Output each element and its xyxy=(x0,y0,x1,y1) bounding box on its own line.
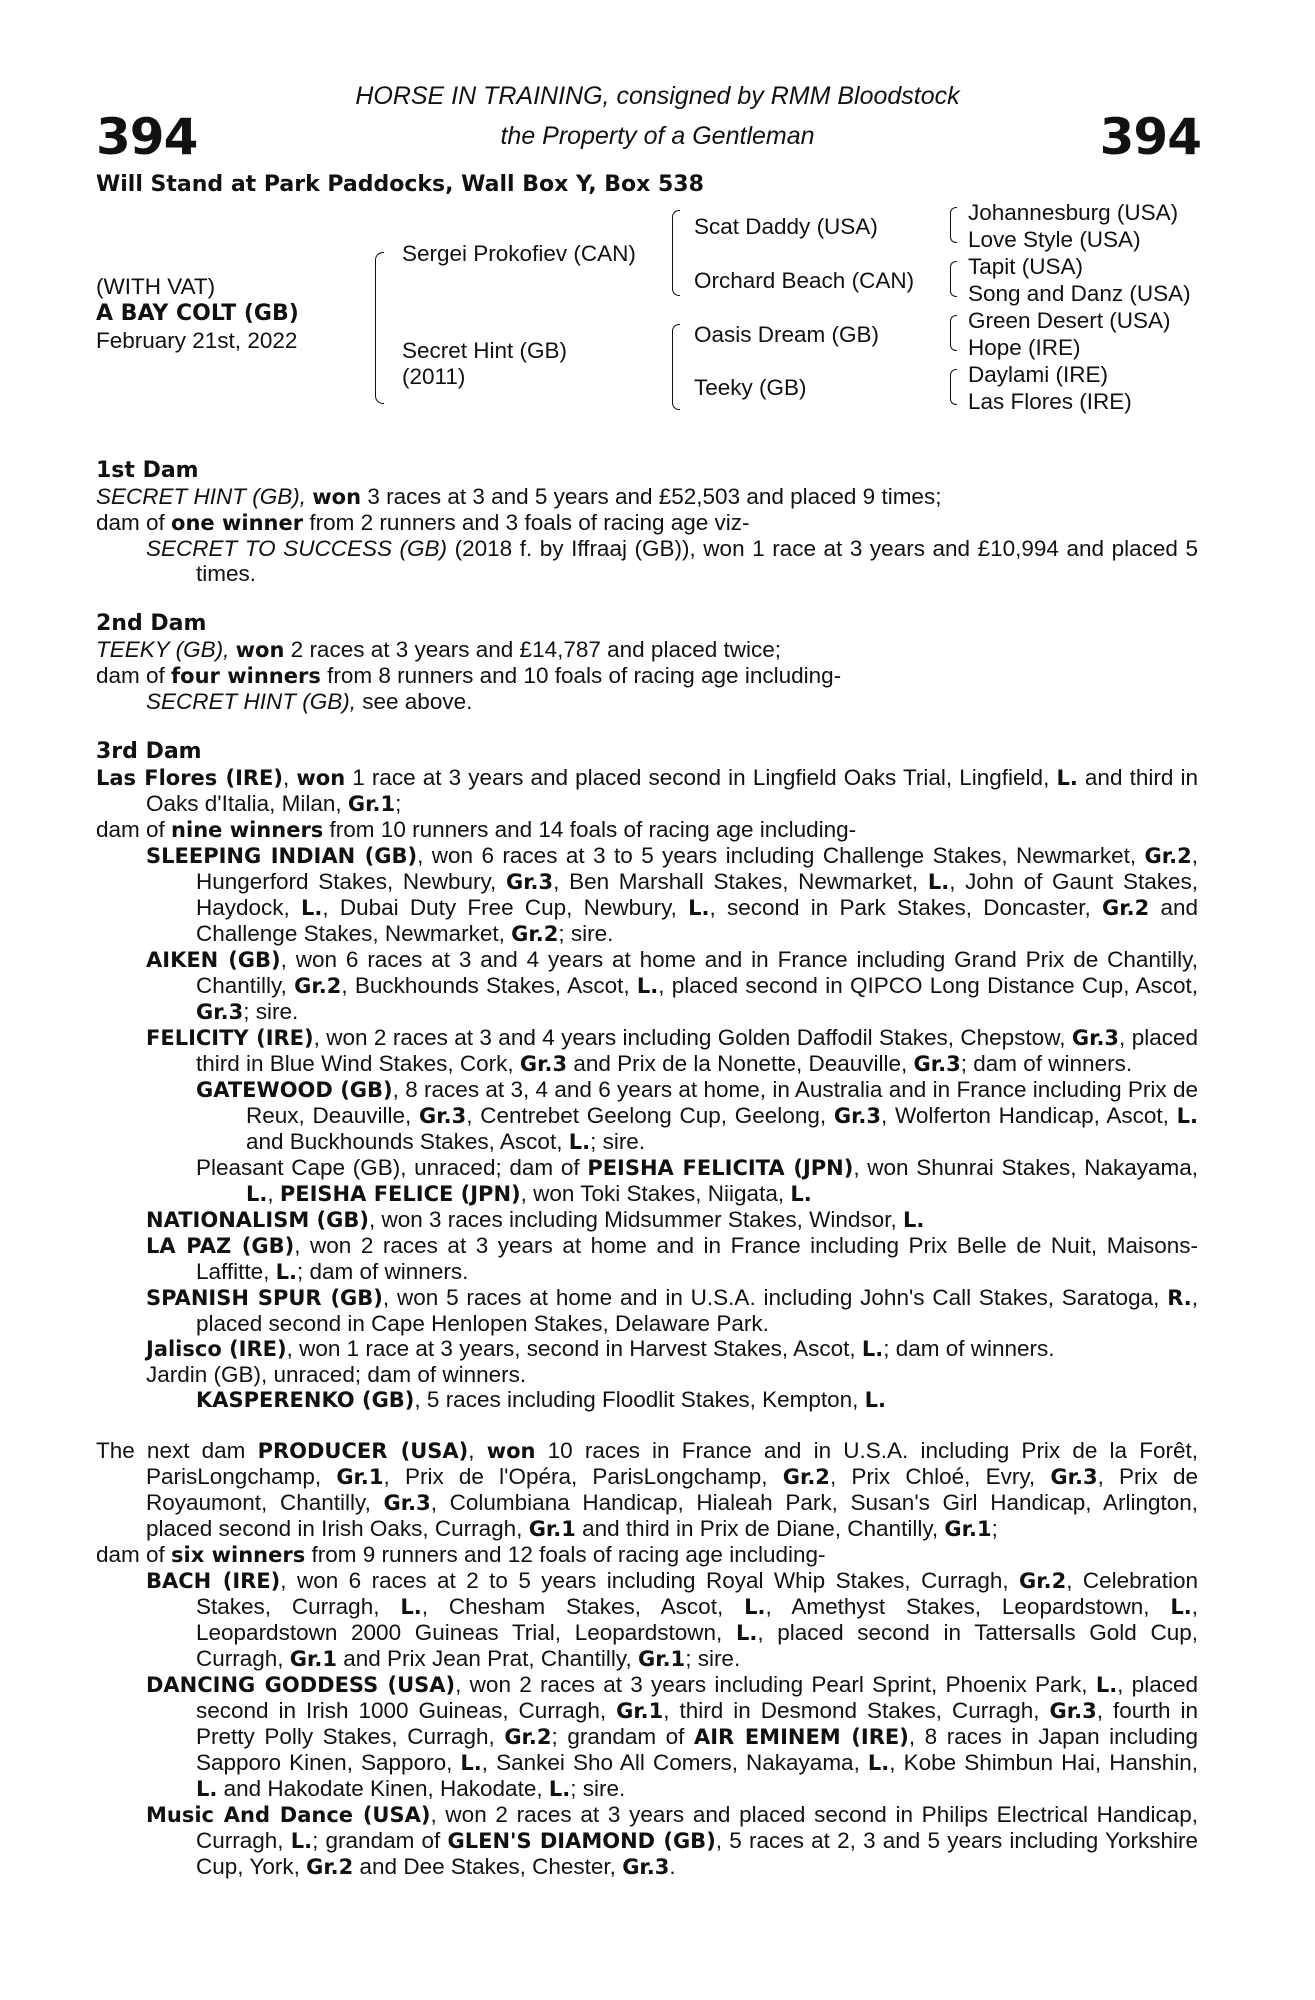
vat-label: (WITH VAT) xyxy=(96,274,216,299)
produce-spanish-spur: SPANISH SPUR (GB), won 5 races at home and in U.S.A. including John's Call Stakes, Saratoga, R., placed second in Cape Henlopen Stakes, Delaware Park. xyxy=(146,1285,1198,1336)
bracket-main xyxy=(375,252,384,404)
bracket-ggp-2 xyxy=(950,261,957,297)
subject-name: A BAY COLT (GB) xyxy=(96,301,299,326)
ggp-5: Green Desert (USA) xyxy=(968,308,1171,333)
ggp-6: Hope (IRE) xyxy=(968,335,1081,360)
ggp-3: Tapit (USA) xyxy=(968,254,1084,279)
produce-music-and-dance: Music And Dance (USA), won 2 races at 3 years and placed second in Philips Electrical Handicap, Curragh, L.; grandam of GLEN'S DIAMOND (GB), 5 races at 2, 3 and 5 years including Yorkshire Cup, York, Gr.2 and Dee Stakes, Chester, Gr.3. xyxy=(146,1802,1199,1879)
produce-la-paz: LA PAZ (GB), won 2 races at 3 years at home and in France including Prix Belle de Nuit, Maisons-Laffitte, L.; dam of winners. xyxy=(146,1233,1198,1284)
produce-jalisco: Jalisco (IRE), won 1 race at 3 years, second in Harvest Stakes, Ascot, L.; dam of winners. xyxy=(146,1336,1055,1361)
produce-aiken: AIKEN (GB), won 6 races at 3 and 4 years at home and in France including Grand Prix de Chantilly, Chantilly, Gr.2, Buckhounds Stakes, Ascot, L., placed second in QIPCO Long Distance Cup, Ascot, Gr.3; sire. xyxy=(146,947,1199,1024)
catalogue-body xyxy=(96,458,1198,1880)
bracket-ggp-4 xyxy=(950,369,957,405)
bracket-sire xyxy=(672,210,680,296)
next-dam-entry: The next dam PRODUCER (USA), won 10 races in France and in U.S.A. including Prix de la Forêt, ParisLongchamp, Gr.1, Prix de l'Opéra, ParisLongchamp, Gr.2, Prix Chloé, Evry, Gr.3, Prix de Royaumont, Chantilly, Gr.3, Columbiana Handicap, Hialeah Park, Susan's Girl Handicap, Arlington, placed second in Irish Oaks, Curragh, Gr.1 and third in Prix de Diane, Chantilly, Gr.1; xyxy=(96,1438,1199,1541)
first-dam-produce: SECRET TO SUCCESS (GB) (2018 f. by Iffraaj (GB)), won 1 race at 3 years and £10,994 and placed 5 times. xyxy=(146,536,1198,586)
ggp-2: Love Style (USA) xyxy=(968,227,1141,252)
ggp-4: Song and Danz (USA) xyxy=(968,281,1191,306)
produce-nationalism: NATIONALISM (GB), won 3 races including Midsummer Stakes, Windsor, L. xyxy=(146,1207,925,1232)
first-dam-produce-line: dam of one winner from 2 runners and 3 foals of racing age viz- xyxy=(96,510,750,535)
section-first-dam: 1st Dam xyxy=(96,458,199,483)
produce-sleeping-indian: SLEEPING INDIAN (GB), won 6 races at 3 to 5 years including Challenge Stakes, Newmarket, Gr.2, Hungerford Stakes, Newbury, Gr.3, Ben Marshall Stakes, Newmarket, L., John of Gaunt Stakes, Haydock, L., Dubai Duty Free Cup, Newbury, L., second in Park Stakes, Doncaster, Gr.2 and Challenge Stakes, Newmarket, Gr.2; sire. xyxy=(146,843,1198,946)
stand-location: Will Stand at Park Paddocks, Wall Box Y, Box 538 xyxy=(96,172,704,197)
ggp-8: Las Flores (IRE) xyxy=(968,389,1132,414)
second-dam-produce-line: dam of four winners from 8 runners and 10 foals of racing age including- xyxy=(96,663,842,688)
second-dam-produce: SECRET HINT (GB), see above. xyxy=(146,689,473,714)
sire: Sergei Prokofiev (CAN) xyxy=(402,241,636,266)
bracket-ggp-1 xyxy=(950,207,957,243)
next-dam-produce-line: dam of six winners from 9 runners and 12 foals of racing age including- xyxy=(96,1542,826,1567)
dam-dam: Teeky (GB) xyxy=(694,375,807,400)
produce-bach: BACH (IRE), won 6 races at 2 to 5 years including Royal Whip Stakes, Curragh, Gr.2, Celebration Stakes, Curragh, L., Chesham Stakes, Ascot, L., Amethyst Stakes, Leopardstown, L., Leopardstown 2000 Guineas Trial, Leopardstown, L., placed second in Tattersalls Gold Cup, Curragh, Gr.1 and Prix Jean Prat, Chantilly, Gr.1; sire. xyxy=(146,1568,1199,1671)
second-dam-entry: TEEKY (GB), won 2 races at 3 years and £14,787 and placed twice; xyxy=(96,637,781,662)
dam: Secret Hint (GB) xyxy=(402,338,568,363)
foaling-date: February 21st, 2022 xyxy=(96,328,298,353)
sire-dam: Orchard Beach (CAN) xyxy=(694,268,915,293)
produce-jardin: Jardin (GB), unraced; dam of winners. xyxy=(146,1362,527,1387)
third-dam-produce-line: dam of nine winners from 10 runners and 14 foals of racing age including- xyxy=(96,817,857,842)
bracket-ggp-3 xyxy=(950,315,957,351)
lot-number-left: 394 xyxy=(96,108,198,166)
third-dam-entry: Las Flores (IRE), won 1 race at 3 years and placed second in Lingfield Oaks Trial, Lingfield, L. and third in Oaks d'Italia, Milan, Gr.1; xyxy=(96,765,1198,816)
produce-gatewood: GATEWOOD (GB), 8 races at 3, 4 and 6 years at home, in Australia and in France including Prix de Reux, Deauville, Gr.3, Centrebet Geelong Cup, Geelong, Gr.3, Wolferton Handicap, Ascot, L. and Buckhounds Stakes, Ascot, L.; sire. xyxy=(196,1077,1199,1154)
section-second-dam: 2nd Dam xyxy=(96,611,207,636)
first-dam-entry: SECRET HINT (GB), won 3 races at 3 and 5 years and £52,503 and placed 9 times; xyxy=(96,484,942,509)
produce-pleasant-cape: Pleasant Cape (GB), unraced; dam of PEISHA FELICITA (JPN), won Shunrai Stakes, Nakayama, L., PEISHA FELICE (JPN), won Toki Stakes, Niigata, L. xyxy=(196,1155,1199,1206)
lot-number-right: 394 xyxy=(1099,108,1201,166)
dam-year: (2011) xyxy=(402,364,466,389)
header-line-1: HORSE IN TRAINING, consigned by RMM Bloodstock xyxy=(355,82,960,110)
header-line-2: the Property of a Gentleman xyxy=(500,122,815,150)
bracket-dam xyxy=(672,324,680,410)
produce-felicity: FELICITY (IRE), won 2 races at 3 and 4 years including Golden Daffodil Stakes, Chepstow, Gr.3, placed third in Blue Wind Stakes, Cork, Gr.3 and Prix de la Nonette, Deauville, Gr.3; dam of winners. xyxy=(146,1025,1198,1076)
produce-kasperenko: KASPERENKO (GB), 5 races including Floodlit Stakes, Kempton, L. xyxy=(196,1387,887,1412)
ggp-1: Johannesburg (USA) xyxy=(968,200,1179,225)
ggp-7: Daylami (IRE) xyxy=(968,362,1109,387)
dam-sire: Oasis Dream (GB) xyxy=(694,322,880,347)
section-third-dam: 3rd Dam xyxy=(96,739,202,764)
sire-sire: Scat Daddy (USA) xyxy=(694,214,878,239)
produce-dancing-goddess: DANCING GODDESS (USA), won 2 races at 3 years including Pearl Sprint, Phoenix Park, L., placed second in Irish 1000 Guineas, Curragh, Gr.1, third in Desmond Stakes, Curragh, Gr.3, fourth in Pretty Polly Stakes, Curragh, Gr.2; grandam of AIR EMINEM (IRE), 8 races in Japan including Sapporo Kinen, Sapporo, L., Sankei Sho All Comers, Nakayama, L., Kobe Shimbun Hai, Hanshin, L. and Hakodate Kinen, Hakodate, L.; sire. xyxy=(146,1672,1198,1801)
